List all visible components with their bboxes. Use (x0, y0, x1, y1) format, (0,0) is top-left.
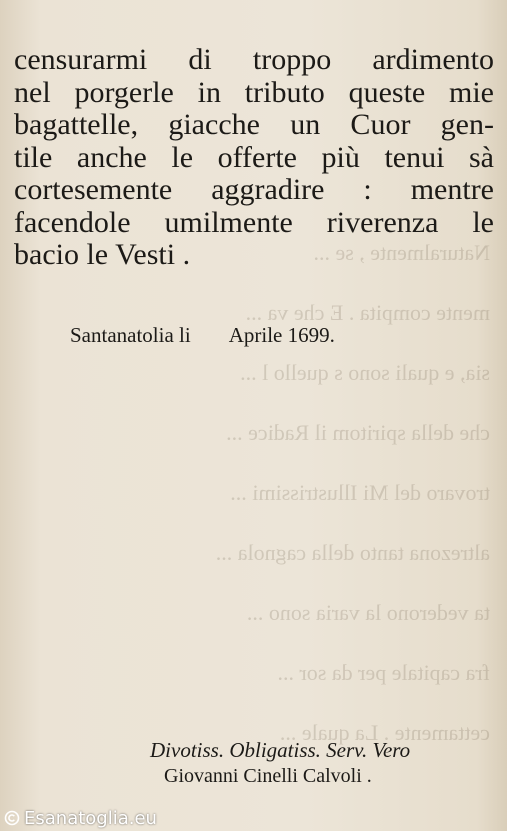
dateline-place: Santanatolia li (70, 323, 191, 347)
body-line: cortesemente aggradire : mentre (14, 173, 494, 206)
body-line: bagattelle, giacche un Cuor gen- (14, 108, 494, 141)
body-line: censurarmi di troppo ardimento (14, 43, 494, 76)
body-line: bacio le Vesti . (14, 238, 191, 271)
signature-closing: Divotiss. Obligatiss. Serv. Vero (150, 738, 411, 762)
watermark (0, 805, 507, 831)
body-line: nel porgerle in tributo queste mie (14, 75, 494, 109)
dateline (70, 323, 450, 348)
copyright-icon (4, 810, 20, 826)
body-paragraph (14, 44, 494, 272)
body-line: facendole umilmente riverenza le (14, 205, 494, 239)
book-page: Naturalmente , se ... mente compita . E che va ... sia, e quali sono s quello l ... che della spiritom il Radice ... trovaro del Mi Illustrissimi ... altrezona tanto della cagnola ... ta vederono la varia sono ... fra capitale per da sor ... cettamente . La quale ... censurarmi di troppo ardimento nel porgerle in tributo queste mie bagattelle, giacche un Cuor gen- tile anche le offerte più tenui sà cortesemente aggradire : mentre facendole umilmente riverenza le bacio le Vesti . Santanatolia li Aprile 1699. Divotiss. Obligatiss. Serv. Vero Giovanni Cinelli Calvoli . Esanatoglia.eu (0, 0, 507, 831)
signature-block (150, 738, 450, 788)
dateline-date: Aprile 1699. (228, 323, 335, 347)
watermark-text: Esanatoglia.eu (24, 807, 157, 829)
body-line: tile anche le offerte più tenui sà (14, 140, 494, 174)
signature-name: Giovanni Cinelli Calvoli . (164, 765, 372, 787)
